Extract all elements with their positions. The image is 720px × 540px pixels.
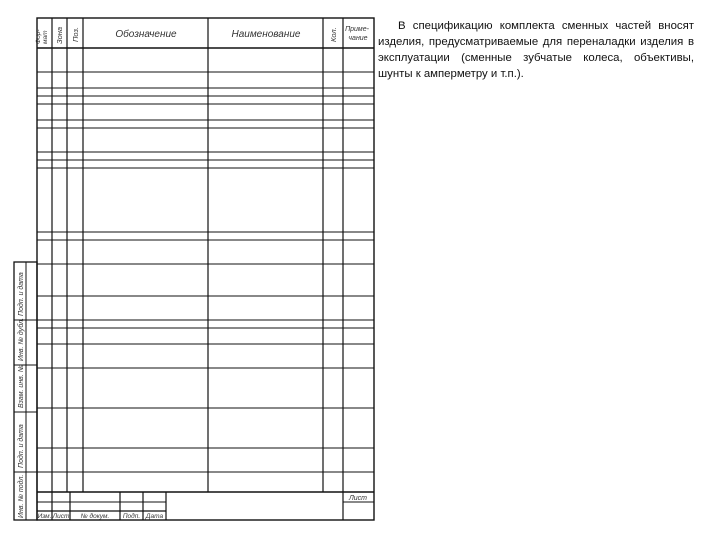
column-dividers [52,18,343,492]
header-zone: Зона [55,26,64,44]
title-date: Дата [145,513,164,520]
stamp-sign-date-2: Подп. и дата [18,424,25,468]
title-signature: Подп. [122,513,141,520]
header-note [345,26,371,42]
header-format-line1: Фор- [35,29,42,44]
header-format [35,28,49,44]
title-change: Изм. [37,513,52,520]
header-quantity: Кол. [329,27,338,42]
header-name: Наименование [231,29,301,40]
stamp-sign-date-1: Подп. и дата [18,272,25,316]
title-sheet: Лист [348,495,368,502]
stamp-inv-dubl: Инв. № дубл. [18,317,25,361]
header-format-line2: мат [42,30,49,44]
header-note-line2: чание [348,35,368,42]
description-text: В спецификацию комплекта сменных частей вносят изделия, предусматриваемые для переналадки изделия в эксплуатации (сменные зубчатые колеса, объективы, шунты к амперметру и т.п.). [378,20,694,80]
header-note-line1: Приме- [345,26,369,33]
header-designation: Обозначение [115,29,177,40]
stamp-vzam-inv: Взам. инв. № [18,364,25,408]
stamp-inv-podl: Инв. № подл. [18,474,25,518]
title-doc-number: № докум. [80,513,110,520]
title-sheet-small: Лист [52,513,70,520]
header-position: Поз. [71,26,80,42]
